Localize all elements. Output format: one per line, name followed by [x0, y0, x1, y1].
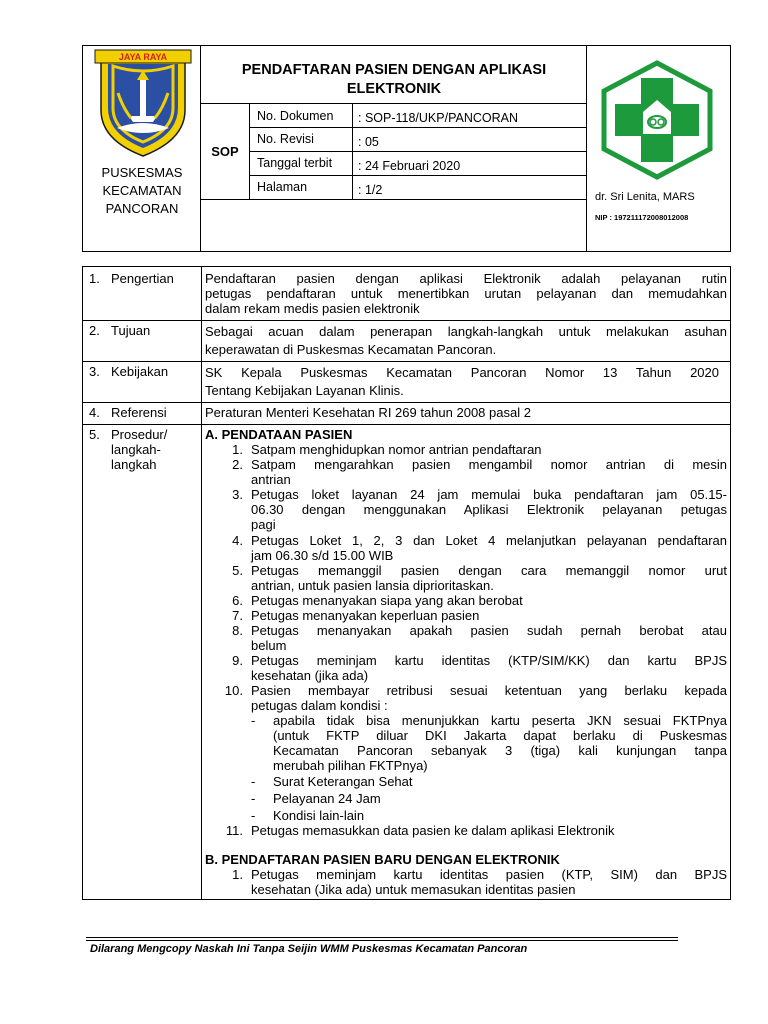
meta-value: : 24 Februari 2020 — [358, 159, 461, 173]
section-a-heading: A. PENDATAAN PASIEN — [205, 427, 353, 442]
meta-label: Halaman — [257, 180, 308, 194]
document-title: PENDAFTARAN PASIEN DENGAN APLIKASI ELEKTRONIK — [241, 62, 547, 97]
table-divider — [83, 402, 730, 403]
footer-rule — [86, 937, 678, 938]
sop-label: SOP — [211, 144, 239, 159]
row-text-referensi: Peraturan Menteri Kesehatan RI 269 tahun 2008 pasal 2 — [205, 405, 531, 420]
table-divider — [83, 320, 730, 321]
copyright-notice: Dilarang Mengcopy Naskah Ini Tanpa Seijin WMM Puskesmas Kecamatan Pancoran — [90, 943, 528, 955]
row-text-kebijakan: SK Kepala Puskesmas Kecamatan Pancoran Nomor 13 Tahun 2020 Tentang Kebijakan Layanan Klinis. — [205, 365, 719, 398]
row-label-tujuan: 2. Tujuan — [89, 323, 151, 338]
puskesmas-logo — [599, 60, 715, 180]
jakarta-emblem-logo — [93, 48, 193, 160]
header-divider — [200, 199, 586, 200]
header-divider — [249, 175, 586, 176]
table-divider — [83, 361, 730, 362]
meta-value: : SOP-118/UKP/PANCORAN — [358, 111, 518, 125]
doctor-nip: NIP : 197211172008012008 — [595, 213, 689, 222]
svg-text:JAYA RAYA: JAYA RAYA — [118, 52, 168, 62]
row-label-referensi: 4. Referensi — [89, 405, 167, 420]
meta-label: No. Revisi — [257, 132, 314, 146]
section-b-heading: B. PENDAFTARAN PASIEN BARU DENGAN ELEKTRONIK — [205, 852, 560, 867]
meta-label: No. Dokumen — [257, 109, 334, 123]
doctor-name: dr. Sri Lenita, MARS — [595, 191, 695, 203]
row-label-prosedur: 5. Prosedur/ langkah- langkah — [89, 427, 168, 472]
header-divider — [249, 127, 586, 128]
organization-name: PUSKESMAS KECAMATAN PANCORAN — [101, 165, 183, 216]
table-divider — [83, 424, 730, 425]
meta-label: Tanggal terbit — [257, 156, 333, 170]
header-divider — [200, 103, 586, 104]
footer-rule — [86, 940, 678, 941]
procedure-steps: A. PENDATAAN PASIEN 1. Satpam menghidupkan nomor antrian pendaftaran 2. Satpam mengarahkan pasien mengambil nomor antrian di mesin antrian 3. Petugas loket layanan 24 jam memulai buka pendaftaran jam 05.15- 06.30 dengan menggunakan Aplikasi Elektronik pelayanan petugas pagi 4. Petugas Loket 1, 2, 3 dan Loket 4 melanjutkan pelayanan pendaftaran jam 06.30 s/d 15.00 WIB 5. Petugas memanggil pasien dengan cara memanggil nomor urut antrian, untuk pasien lansia diprioritaskan. 6. Petugas menanyakan siapa yang akan berobat 7. Petugas menanyakan keperluan pasien 8. Petugas menanyakan apakah pasien sudah pernah berobat atau belum 9. Petugas meminjam kartu identitas (KTP/SIM/KK) dan kartu BPJS kesehatan (jika ada) 10. Pasien membayar retribusi sesuai ketentuan yang berlaku kepada petugas dalam kondisi : - apabila tidak bisa menunjukkan kartu peserta JKN sesuai FKTPnya (untuk FKTP diluar DKI Jakarta dapat berlaku di Puskesmas Kecamatan Pancoran sebanyak 3 (tiga) kali kunjungan tanpa merubah pilihan FKTPnya) - Surat Keterangan Sehat - Pelayanan 24 Jam - Kondisi lain-lain 11. Petugas memasukkan data pasien ke dalam aplikasi Elektronik B. PENDAFTARAN PASIEN BARU DENGAN ELEKTRONIK 1. Petugas meminjam kartu identitas pasien (KTP, SIM) dan BPJS kesehatan (Jika ada) untuk memasukan identitas pasien — [205, 427, 727, 897]
sop-header-table — [82, 45, 731, 252]
row-label-kebijakan: 3. Kebijakan — [89, 364, 169, 379]
meta-value: : 1/2 — [358, 183, 383, 197]
row-label-pengertian: 1. Pengertian — [89, 271, 174, 286]
meta-value: : 05 — [358, 135, 379, 149]
row-text-tujuan: Sebagai acuan dalam penerapan langkah-langkah untuk melakukan asuhan keperawatan di Puskesmas Kecamatan Pancoran. — [205, 324, 727, 357]
sop-content-table — [82, 266, 731, 900]
row-text-pengertian: Pendaftaran pasien dengan aplikasi Elektronik adalah pelayanan rutin petugas pendaftaran untuk menertibkan urutan pelayanan dan memudahkan dalam rekam medis pasien elektronik — [205, 271, 727, 316]
header-divider — [249, 151, 586, 152]
